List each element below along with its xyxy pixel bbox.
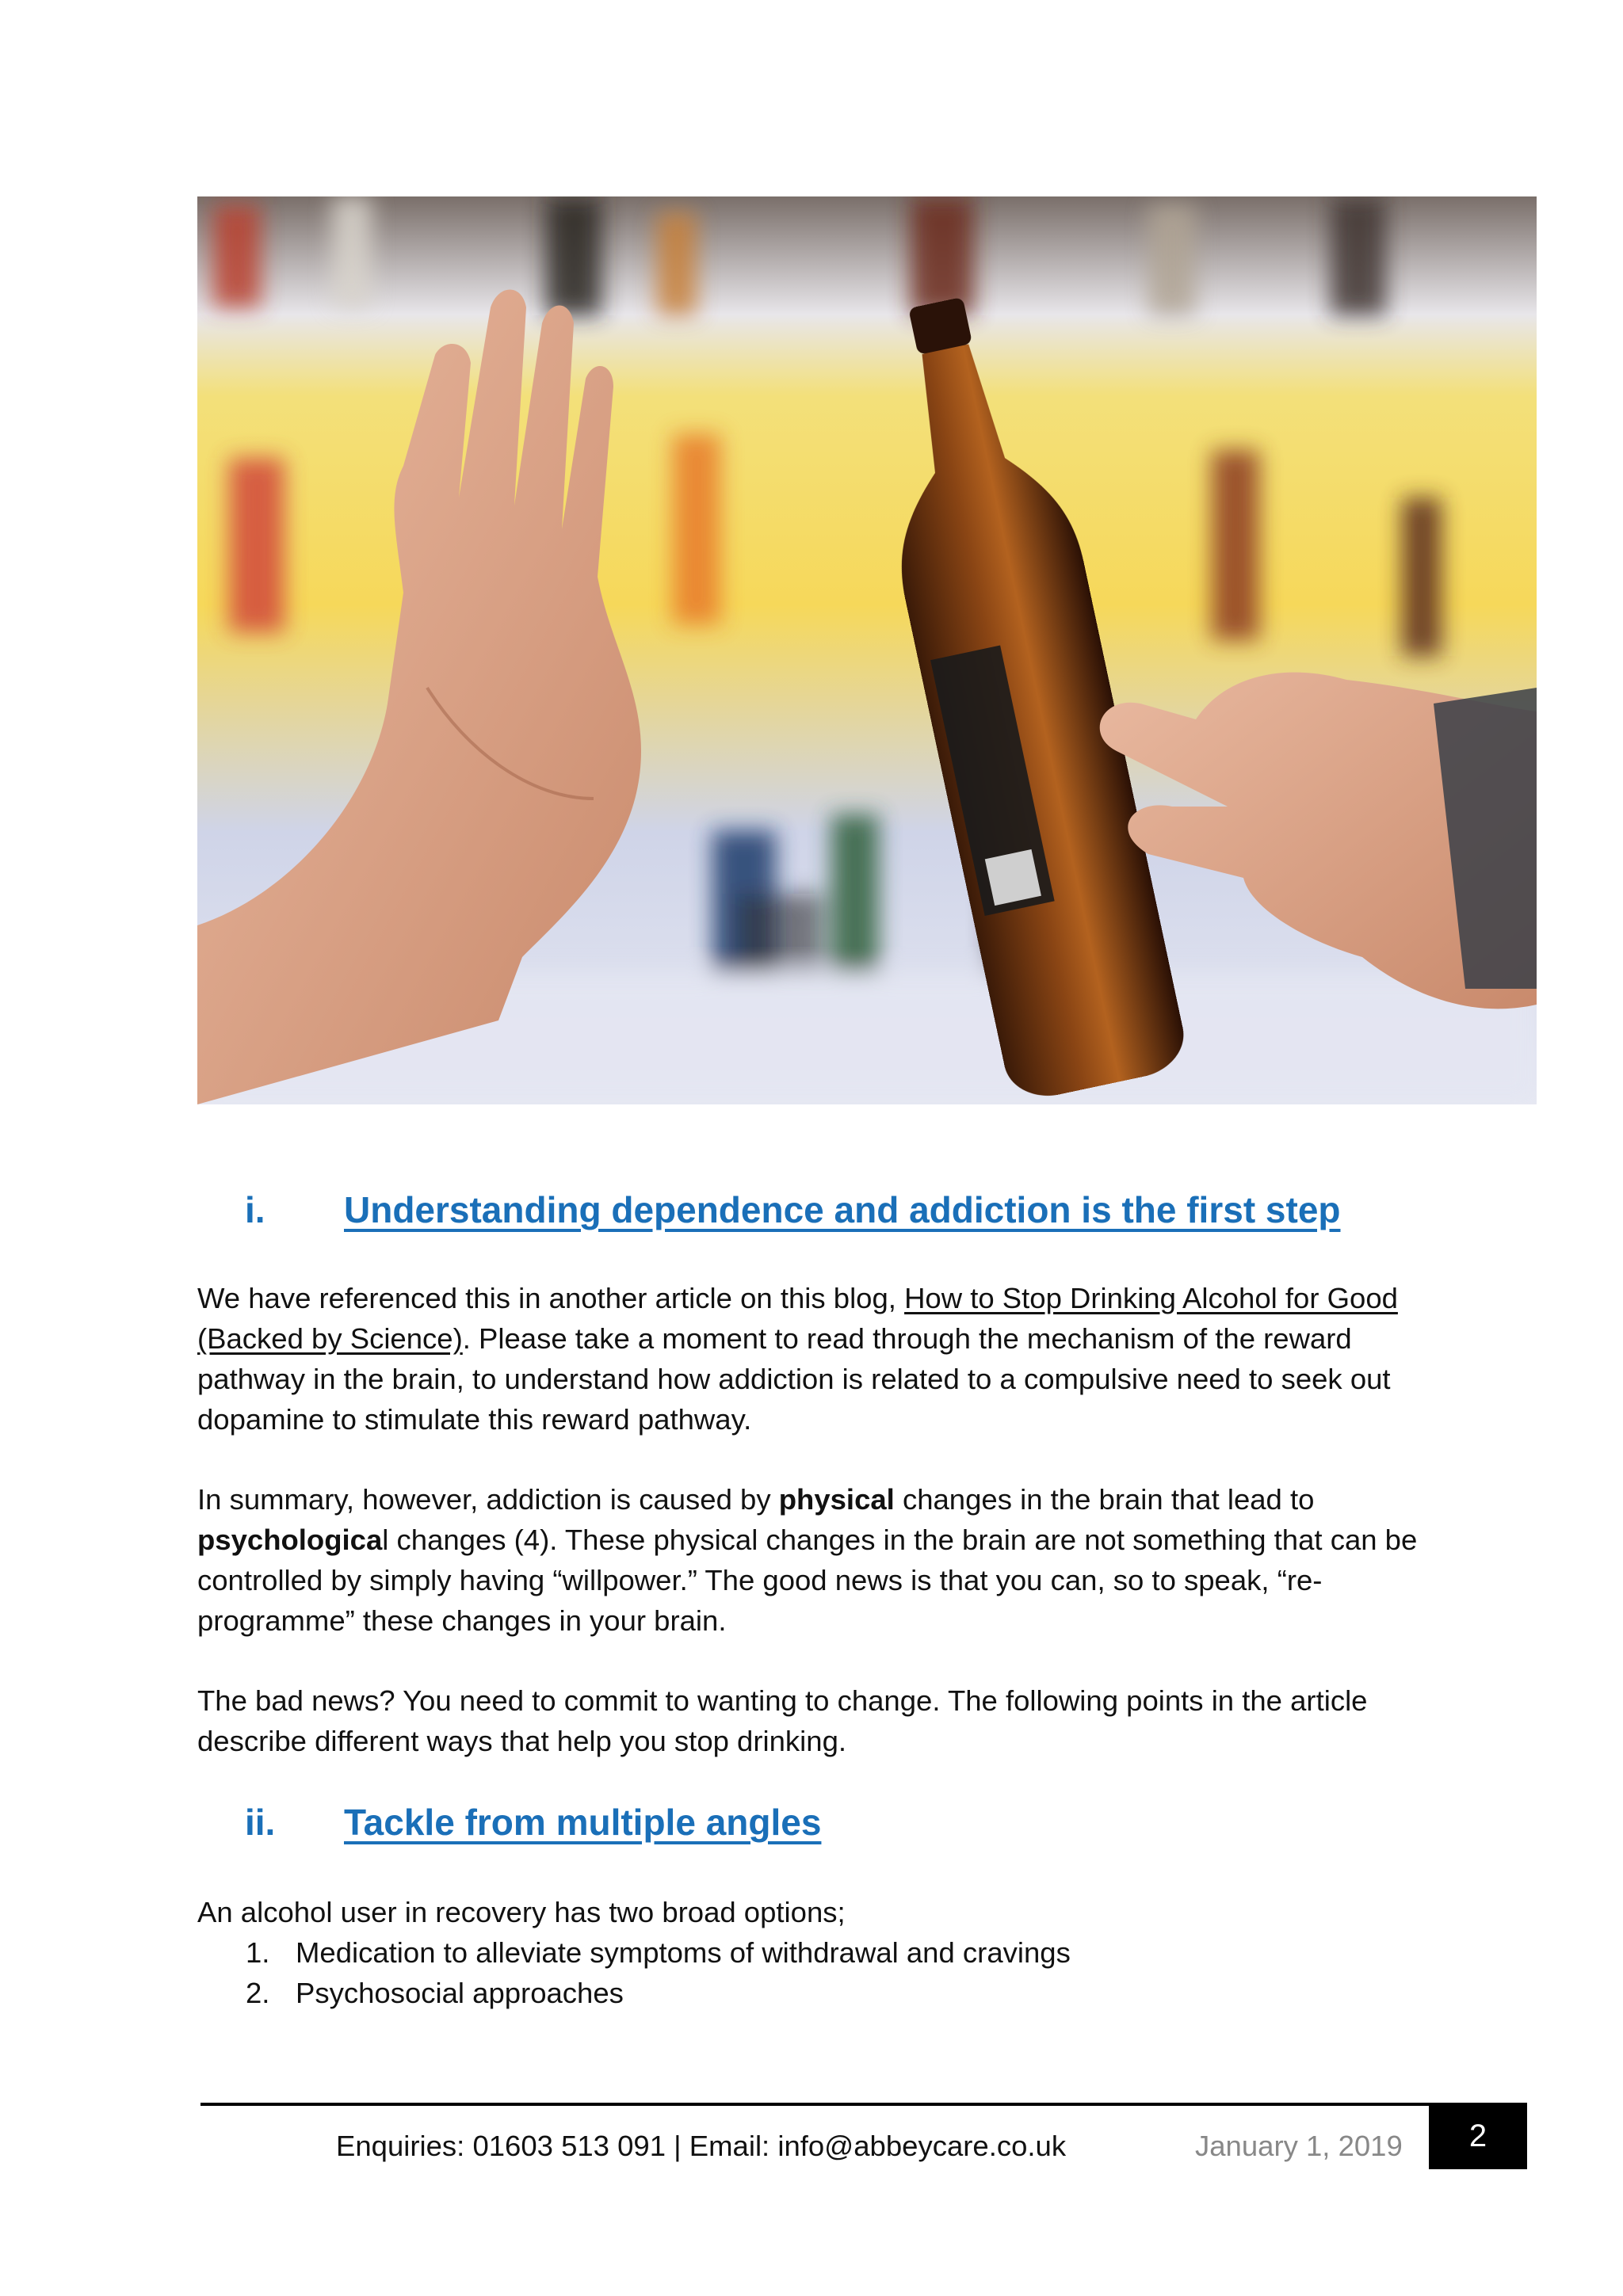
text: In summary, however, addiction is caused by [197,1483,779,1516]
list-text: Medication to alleviate symptoms of withdrawal and cravings [296,1936,1071,1969]
footer-divider [200,2103,1429,2106]
paragraph-1 [197,1278,1434,1440]
photo-hand-refusing-beer-bottle-icon [197,196,1537,1104]
text: changes in the brain that lead to [894,1483,1315,1516]
paragraph-3: The bad news? You need to commit to wanting to change. The following points in the article describe different ways that help you stop drinking. [197,1684,1368,1757]
page-number: 2 [1429,2103,1527,2169]
bold-text: psychologica [197,1524,383,1556]
text: . Please take a moment to read through the mechanism of the reward pathway in the brain, to understand how addiction is related to a compulsive need to seek out dopamine to stimulate this reward pathway. [197,1322,1391,1436]
hero-photo [197,196,1537,1104]
section-number: ii. [245,1802,276,1843]
section-title-link[interactable]: Tackle from multiple angles [344,1802,822,1843]
footer-enquiries: Enquiries: 01603 513 091 | Email: info@abbeycare.co.uk [336,2130,1067,2162]
text: l changes (4). These physical changes in the brain are not something that can be controlled by simply having “willpower.” The good news is that you can, so to speak, “re-programme” these changes in your brain. [197,1524,1418,1637]
footer-date: January 1, 2019 [1195,2130,1403,2162]
bold-text: physical [778,1483,895,1516]
paragraph-2 [197,1479,1434,1641]
list-text: Psychosocial approaches [296,1977,624,2009]
text: We have referenced this in another article on this blog, [197,1282,905,1314]
list-number: 2. [246,1977,270,2009]
section-number: i. [245,1189,265,1230]
article-link[interactable]: How to Stop Drinking Alcohol for Good (Backed by Science) [197,1282,1398,1355]
list-item [197,1932,1071,1973]
paragraph-intro: An alcohol user in recovery has two broad options; [197,1896,846,1928]
section-title-link[interactable]: Understanding dependence and addiction is the first step [344,1189,1341,1230]
options-list [197,1932,1071,2013]
list-item [197,1973,1071,2013]
list-number: 1. [246,1936,270,1969]
